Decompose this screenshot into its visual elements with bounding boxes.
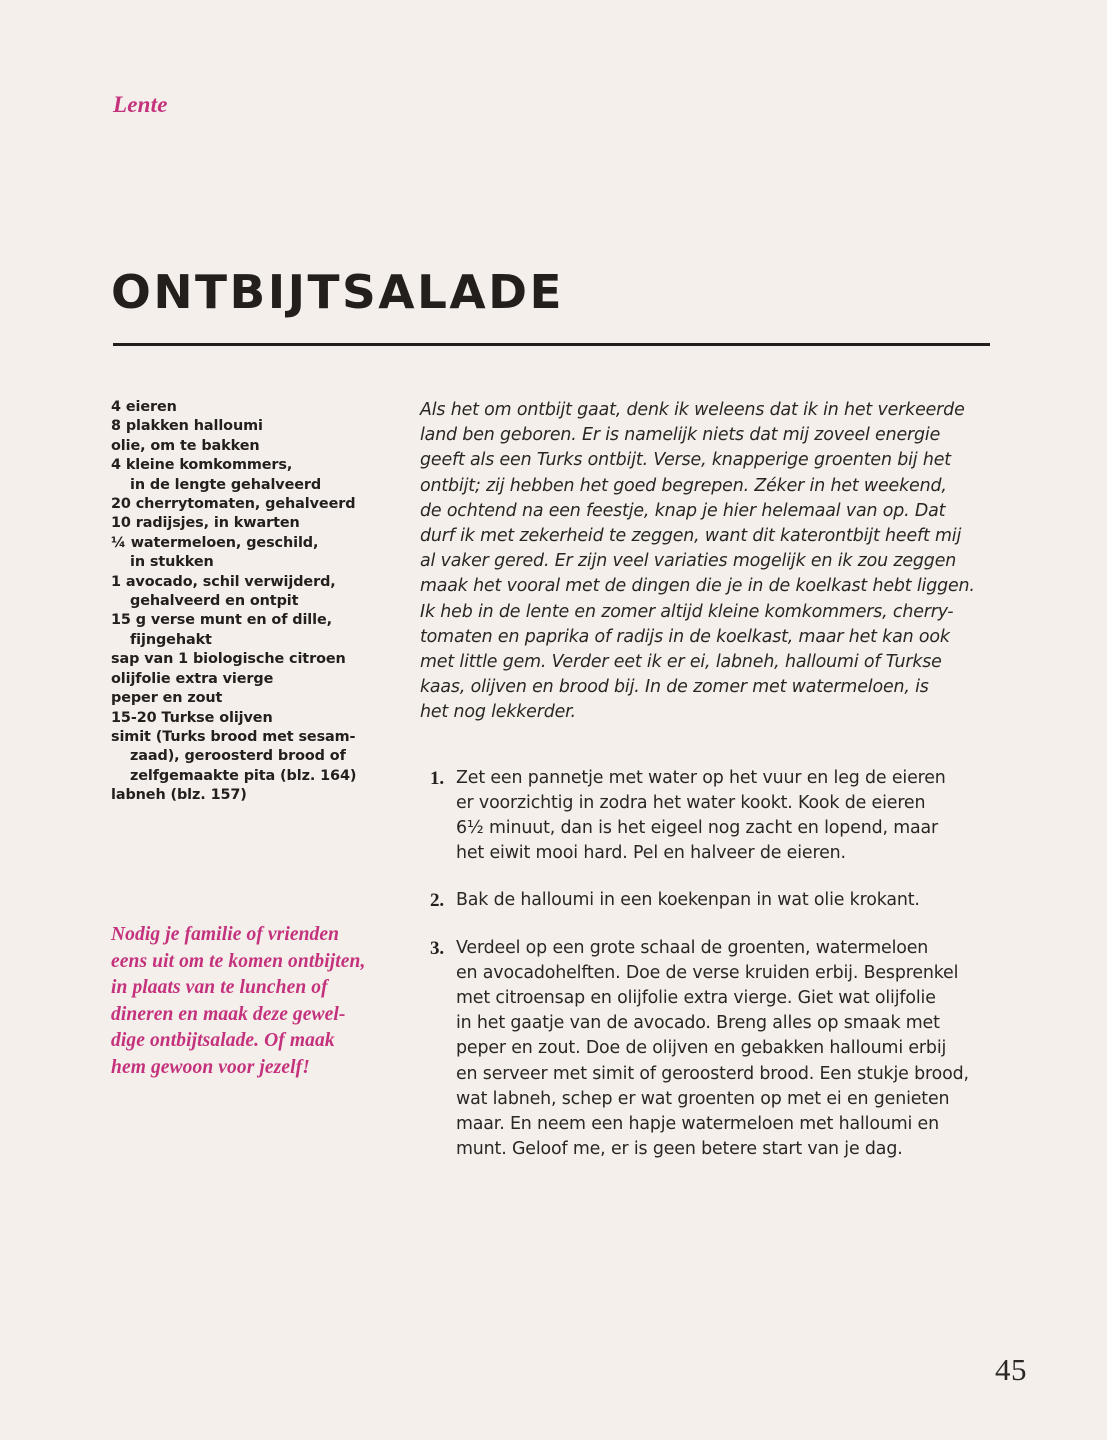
intro-line: tomaten en paprika of radijs in de koelkast, maar het kan ook [420, 626, 950, 647]
step-line: het eiwit mooi hard. Pel en halveer de eieren. [456, 843, 846, 864]
ingredient-item: 8 plakken halloumi [111, 418, 263, 435]
step-line: en serveer met simit of geroosterd brood. Een stukje brood, [456, 1063, 969, 1084]
step-line: en avocadohelften. Doe de verse kruiden erbij. Besprenkel [456, 962, 959, 983]
ingredient-item: 10 radijsjes, in kwarten [111, 515, 300, 532]
title-divider [113, 343, 990, 346]
intro-line: met little gem. Verder eet ik er ei, labneh, halloumi of Turkse [420, 652, 942, 673]
step-line: maar. En neem een hapje watermeloen met halloumi en [456, 1114, 939, 1135]
page-title: ONTBIJTSALADE [111, 264, 564, 319]
step-line: er voorzichtig in zodra het water kookt. Kook de eieren [456, 792, 926, 813]
ingredient-item: sap van 1 biologische citroen [111, 651, 346, 668]
callout-line: dige ontbijtsalade. Of maak [111, 1030, 335, 1051]
step-item [420, 766, 990, 867]
ingredient-item: ¼ watermeloen, geschild, [111, 534, 319, 551]
preparation-steps [420, 766, 990, 1163]
intro-line: ontbijt; zij hebben het goed begrepen. Zéker in het weekend, [420, 475, 947, 496]
callout-line: Nodig je familie of vrienden [111, 924, 340, 945]
step-line: munt. Geloof me, er is geen betere start van je dag. [456, 1139, 903, 1160]
step-line: wat labneh, schep er wat groenten op met ei en genieten [456, 1088, 950, 1109]
left-column [111, 398, 373, 806]
ingredient-item: zelfgemaakte pita (blz. 164) [130, 767, 357, 784]
intro-line: de ochtend na een feestje, knap je hier helemaal van op. Dat [420, 500, 946, 521]
intro-line: maak het vooral met de dingen die je in de koelkast hebt liggen. [420, 576, 975, 597]
ingredient-item: 4 eieren [111, 399, 177, 415]
step-number: 3. [430, 937, 444, 959]
ingredient-item: olijfolie extra vierge [111, 670, 274, 687]
ingredient-item: peper en zout [111, 690, 223, 707]
right-column [420, 398, 990, 1162]
running-head-season: Lente [113, 92, 168, 117]
ingredient-item: 20 cherrytomaten, gehalveerd [111, 496, 356, 513]
ingredient-item: 15 g verse munt en of dille, [111, 612, 332, 629]
step-line: 6½ minuut, dan is het eigeel nog zacht en lopend, maar [456, 818, 939, 839]
ingredient-item: 1 avocado, schil verwijderd, [111, 573, 336, 590]
page-number: 45 [995, 1352, 1027, 1387]
callout-note [111, 922, 401, 1081]
step-number: 2. [430, 890, 444, 912]
intro-line: durf ik met zekerheid te zeggen, want dit katerontbijt heeft mij [420, 526, 962, 547]
ingredient-item: olie, om te bakken [111, 437, 260, 454]
ingredient-item: 15-20 Turkse olijven [111, 709, 273, 726]
ingredient-item: 4 kleine komkommers, [111, 457, 293, 474]
intro-line: kaas, olijven en brood bij. In de zomer met watermeloen, is [420, 677, 929, 698]
intro-line: Als het om ontbijt gaat, denk ik weleens dat ik in het verkeerde [420, 400, 965, 420]
step-line: peper en zout. Doe de olijven en gebakken halloumi erbij [456, 1038, 947, 1059]
step-text [456, 888, 990, 913]
ingredients-list [111, 398, 373, 806]
step-line: Zet een pannetje met water op het vuur en leg de eieren [456, 767, 946, 788]
step-line: in het gaatje van de avocado. Breng alles op smaak met [456, 1013, 940, 1034]
intro-paragraph [420, 398, 990, 726]
step-text [456, 936, 990, 1163]
step-line: Bak de halloumi in een koekenpan in wat olie krokant. [456, 890, 920, 911]
step-item [420, 936, 990, 1163]
ingredient-item: simit (Turks brood met sesam- [111, 728, 356, 745]
ingredient-item: zaad), geroosterd brood of [130, 748, 346, 765]
step-item [420, 888, 990, 913]
intro-line: geeft als een Turks ontbijt. Verse, knapperige groenten bij het [420, 450, 951, 471]
callout-line: dineren en maak deze gewel- [111, 1003, 346, 1025]
step-text [456, 766, 990, 867]
ingredient-item: in de lengte gehalveerd [130, 476, 322, 493]
intro-line: al vaker gered. Er zijn veel variaties mogelijk en ik zou zeggen [420, 551, 957, 572]
step-line: Verdeel op een grote schaal de groenten, watermeloen [456, 937, 929, 958]
ingredient-item: gehalveerd en ontpit [130, 593, 299, 610]
intro-line: het nog lekkerder. [420, 702, 576, 723]
callout-line: in plaats van te lunchen of [111, 977, 328, 998]
intro-line: Ik heb in de lente en zomer altijd kleine komkommers, cherry- [420, 601, 954, 622]
intro-line: land ben geboren. Er is namelijk niets dat mij zoveel energie [420, 425, 941, 446]
ingredient-item: fijngehakt [130, 631, 212, 648]
callout-line: eens uit om te komen ontbijten, [111, 950, 366, 972]
ingredient-item: labneh (blz. 157) [111, 787, 247, 804]
step-line: met citroensap en olijfolie extra vierge. Giet wat olijfolie [456, 988, 936, 1009]
step-number: 1. [430, 767, 444, 789]
callout-line: hem gewoon voor jezelf! [111, 1056, 310, 1078]
ingredient-item: in stukken [130, 554, 214, 571]
